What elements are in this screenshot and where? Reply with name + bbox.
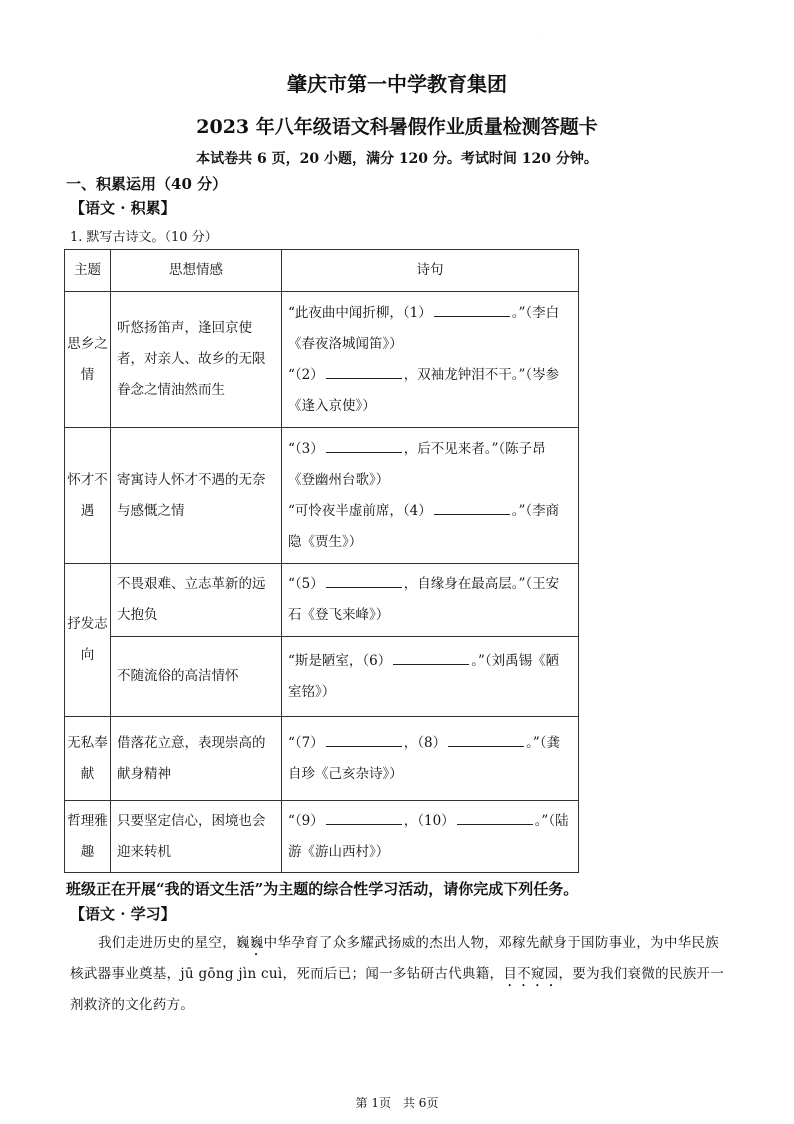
theme-cell: 哲理雅趣 — [65, 801, 111, 873]
poem-text: “（9） — [288, 812, 324, 829]
poem-text: 。”（李商隐《贾生》） — [288, 502, 560, 550]
dotted-phrase: 目不窥园 — [503, 966, 559, 982]
answer-blank-4[interactable] — [434, 498, 510, 515]
table-row — [65, 637, 579, 717]
theme-cell: 无私奉献 — [65, 717, 111, 801]
poem-text: ，自缘身在最高层。”（王安石《登飞来峰》） — [288, 576, 560, 623]
emotion-cell: 寄寓诗人怀才不遇的无奈与感慨之情 — [111, 428, 282, 564]
poem-text: 。”（陆游《游山西村》） — [288, 812, 569, 860]
section-heading: 一、积累运用（40 分） — [66, 175, 228, 193]
poem-table — [64, 249, 579, 873]
emotion-cell: 只要坚定信心，困境也会迎来转机 — [111, 801, 282, 873]
poem-text: ，（10） — [403, 812, 455, 829]
header-emotion: 思想情感 — [111, 250, 282, 292]
answer-blank-3[interactable] — [326, 436, 402, 453]
poem-cell — [282, 564, 579, 637]
scan-mark: · — [538, 34, 540, 41]
poem-cell — [282, 801, 579, 873]
answer-blank-1[interactable] — [434, 300, 510, 317]
answer-blank-10[interactable] — [457, 808, 533, 825]
table-row — [65, 564, 579, 637]
answer-blank-9[interactable] — [326, 808, 402, 825]
emotion-cell: 听悠扬笛声，逢回京使者，对亲人、故乡的无限眷念之情油然而生 — [111, 292, 282, 428]
answer-blank-6[interactable] — [393, 648, 469, 665]
answer-blank-7[interactable] — [326, 730, 402, 747]
reading-paragraph — [70, 928, 730, 1021]
poem-text: “可怜夜半虚前席，（4） — [288, 502, 432, 519]
header-theme: 主题 — [65, 250, 111, 292]
poem-cell — [282, 637, 579, 717]
para-text: 我们走进历史的星空，巍 — [98, 935, 250, 951]
table-row — [65, 717, 579, 801]
para-text: ，要为我们衰微的民族开一剂救济的文化药方。 — [70, 966, 725, 1013]
answer-blank-8[interactable] — [448, 730, 524, 747]
poem-text: “（7） — [288, 734, 324, 751]
school-title: 肇庆市第一中学教育集团 — [287, 72, 507, 96]
poem-cell — [282, 292, 579, 428]
table-row — [65, 292, 579, 428]
theme-cell: 怀才不遇 — [65, 428, 111, 564]
answer-blank-2[interactable] — [326, 362, 402, 379]
poem-cell — [282, 717, 579, 801]
header-poem: 诗句 — [282, 250, 579, 292]
sub-heading-study: 【语文 · 学习】 — [70, 905, 176, 923]
theme-cell: 抒发志向 — [65, 564, 111, 717]
table-header-row — [65, 250, 579, 292]
poem-text: “此夜曲中闻折柳，（1） — [288, 304, 432, 321]
answer-blank-5[interactable] — [326, 571, 402, 588]
poem-text: 。”（李白《春夜洛城闻笛》） — [288, 304, 560, 352]
poem-text: “（5） — [288, 576, 324, 592]
poem-text: ，后不见来者。”（陈子昂《登幽州台歌》） — [288, 440, 546, 488]
emotion-cell: 不畏艰难、立志革新的远大抱负 — [111, 564, 282, 637]
table-row — [65, 801, 579, 873]
poem-text: 。”（龚自珍《己亥杂诗》） — [288, 734, 560, 782]
poem-text: ，（8） — [403, 734, 447, 751]
emotion-cell: 不随流俗的高洁情怀 — [111, 637, 282, 717]
poem-text: “（2） — [288, 366, 324, 383]
theme-cell: 思乡之情 — [65, 292, 111, 428]
question-1: 1. 默写古诗文。（10 分） — [70, 230, 218, 245]
poem-text: “斯是陋室，（6） — [288, 652, 392, 669]
sub-heading-accumulation: 【语文 · 积累】 — [70, 199, 176, 217]
exam-info: 本试卷共 6 页，20 小题，满分 120 分。考试时间 120 分钟。 — [196, 151, 598, 167]
page-footer: 第 1页 共 6页 — [355, 1096, 439, 1110]
task-intro: 班级正在开展“我的语文生活”为主题的综合性学习活动，请你完成下列任务。 — [66, 880, 579, 898]
poem-text: 。”（刘禹锡《陋室铭》） — [288, 652, 560, 700]
table-row — [65, 428, 579, 564]
exam-title: 2023 年八年级语文科暑假作业质量检测答题卡 — [196, 116, 598, 138]
poem-text: “（3） — [288, 440, 324, 457]
dotted-char: 巍 — [249, 935, 264, 951]
poem-text: ，双袖龙钟泪不干。”（岑参《逢入京使》） — [288, 366, 560, 414]
poem-cell — [282, 428, 579, 564]
emotion-cell: 借落花立意，表现崇高的献身精神 — [111, 717, 282, 801]
para-text: 中华孕育了众多耀武扬威的杰出人物，邓稼先献身于国防事业，为中华民族核武器事业奠基，jū gōng jìn cuì，死而后已；闻一多钻研古代典籍， — [70, 935, 720, 982]
